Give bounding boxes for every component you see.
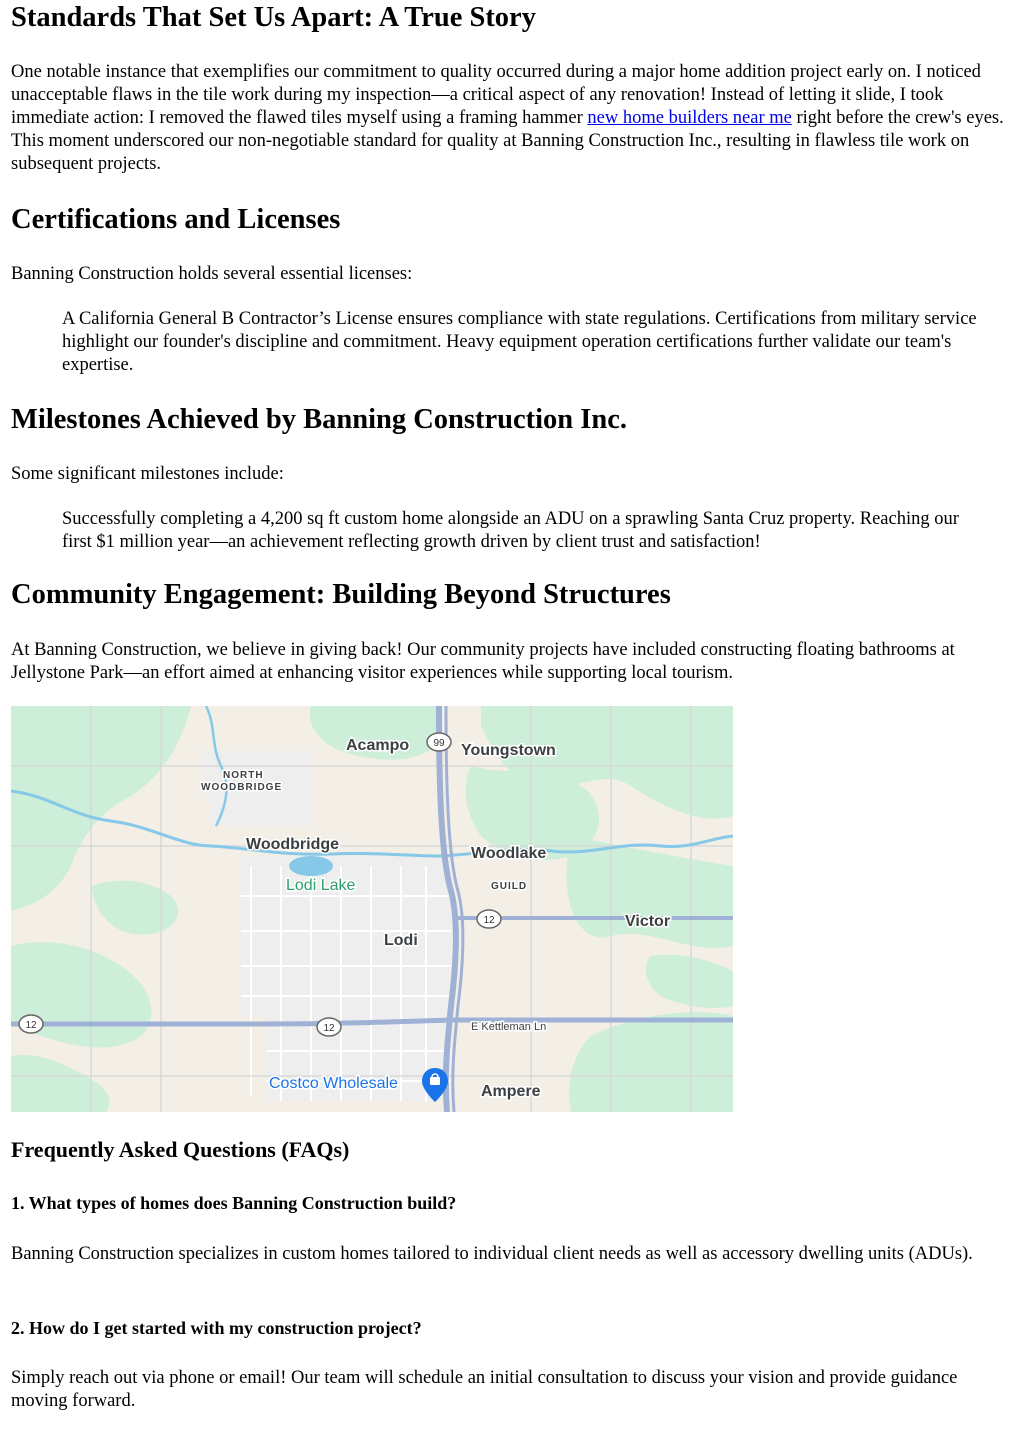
- label-victor: Victor: [625, 913, 671, 930]
- label-woodlake: Woodlake: [471, 845, 547, 862]
- label-lodi: Lodi: [384, 932, 418, 949]
- map-image[interactable]: [11, 706, 733, 1112]
- standards-text-2: right before the crew's eyes. This moment underscored our non-negotiable standard for quality at Banning Construction Inc., resulting in flawless tile work on subsequent projects.: [11, 108, 1004, 174]
- milestones-blockquote: Successfully completing a 4,200 sq ft custom home alongside an ADU on a sprawling Santa Cruz property. Reaching our first $1 million year—an achievement reflecting growth driven by client trust and satisfaction!: [62, 509, 959, 552]
- community-paragraph: At Banning Construction, we believe in giving back! Our community projects have included constructing floating bathrooms at Jellystone Park—an effort aimed at enhancing visitor experiences while supporting local tourism.: [11, 640, 955, 683]
- standards-text-1: One notable instance that exemplifies our commitment to quality occurred during a major home addition project early on. I noticed unacceptable flaws in the tile work during my inspection—a critical aspect of any renovation! Instead of letting it slide, I took immediate action: I removed the flawed tiles myself using a framing hammer: [11, 62, 981, 128]
- label-north: NORTH: [223, 770, 264, 781]
- label-woodbridge: Woodbridge: [246, 836, 340, 853]
- map-shield-99: [427, 733, 451, 751]
- shield-12-west-label: 12: [25, 1020, 37, 1031]
- certifications-intro: Banning Construction holds several essential licenses:: [11, 264, 413, 284]
- label-lodi-lake: Lodi Lake: [286, 877, 356, 894]
- faq-question-1: 1. What types of homes does Banning Construction build?: [11, 1193, 457, 1213]
- label-guild: GUILD: [491, 881, 528, 892]
- map-graphic: [11, 706, 733, 1112]
- label-ampere: Ampere: [481, 1083, 541, 1100]
- label-acampo: Acampo: [346, 737, 410, 754]
- faq-answer-2: Simply reach out via phone or email! Our team will schedule an initial consultation to discuss your vision and provide guidance moving forward.: [11, 1368, 958, 1411]
- community-heading: Community Engagement: Building Beyond Structures: [11, 579, 671, 610]
- shield-99-label: 99: [433, 738, 445, 749]
- new-home-builders-link[interactable]: new home builders near me: [587, 108, 792, 128]
- faq-heading: Frequently Asked Questions (FAQs): [11, 1137, 350, 1162]
- map-shield-12-west: [19, 1015, 43, 1033]
- standards-paragraph: [11, 61, 1014, 176]
- label-north-woodbridge: WOODBRIDGE: [201, 782, 283, 793]
- certifications-blockquote: A California General B Contractor’s License ensures compliance with state regulations. Certifications from military service highlight our founder's discipline and commitment. Heavy equipment operation certifications further validate our team's expertise.: [62, 309, 977, 375]
- label-youngstown: Youngstown: [461, 742, 556, 759]
- map-lake: [289, 856, 333, 876]
- milestones-heading: Milestones Achieved by Banning Construction Inc.: [11, 404, 627, 435]
- certifications-heading: Certifications and Licenses: [11, 204, 341, 235]
- faq-answer-1: Banning Construction specializes in custom homes tailored to individual client needs as well as accessory dwelling units (ADUs).: [11, 1244, 973, 1264]
- shield-12-east-label: 12: [483, 915, 495, 926]
- map-shield-12-east: [477, 910, 501, 928]
- label-kettleman: E Kettleman Ln: [471, 1021, 547, 1033]
- label-costco-wholesale: Costco Wholesale: [269, 1075, 398, 1092]
- standards-heading: Standards That Set Us Apart: A True Story: [11, 2, 536, 33]
- shield-12-center-label: 12: [323, 1023, 335, 1034]
- milestones-intro: Some significant milestones include:: [11, 464, 284, 484]
- map-shield-12-center: [317, 1018, 341, 1036]
- faq-question-2: 2. How do I get started with my construction project?: [11, 1318, 422, 1338]
